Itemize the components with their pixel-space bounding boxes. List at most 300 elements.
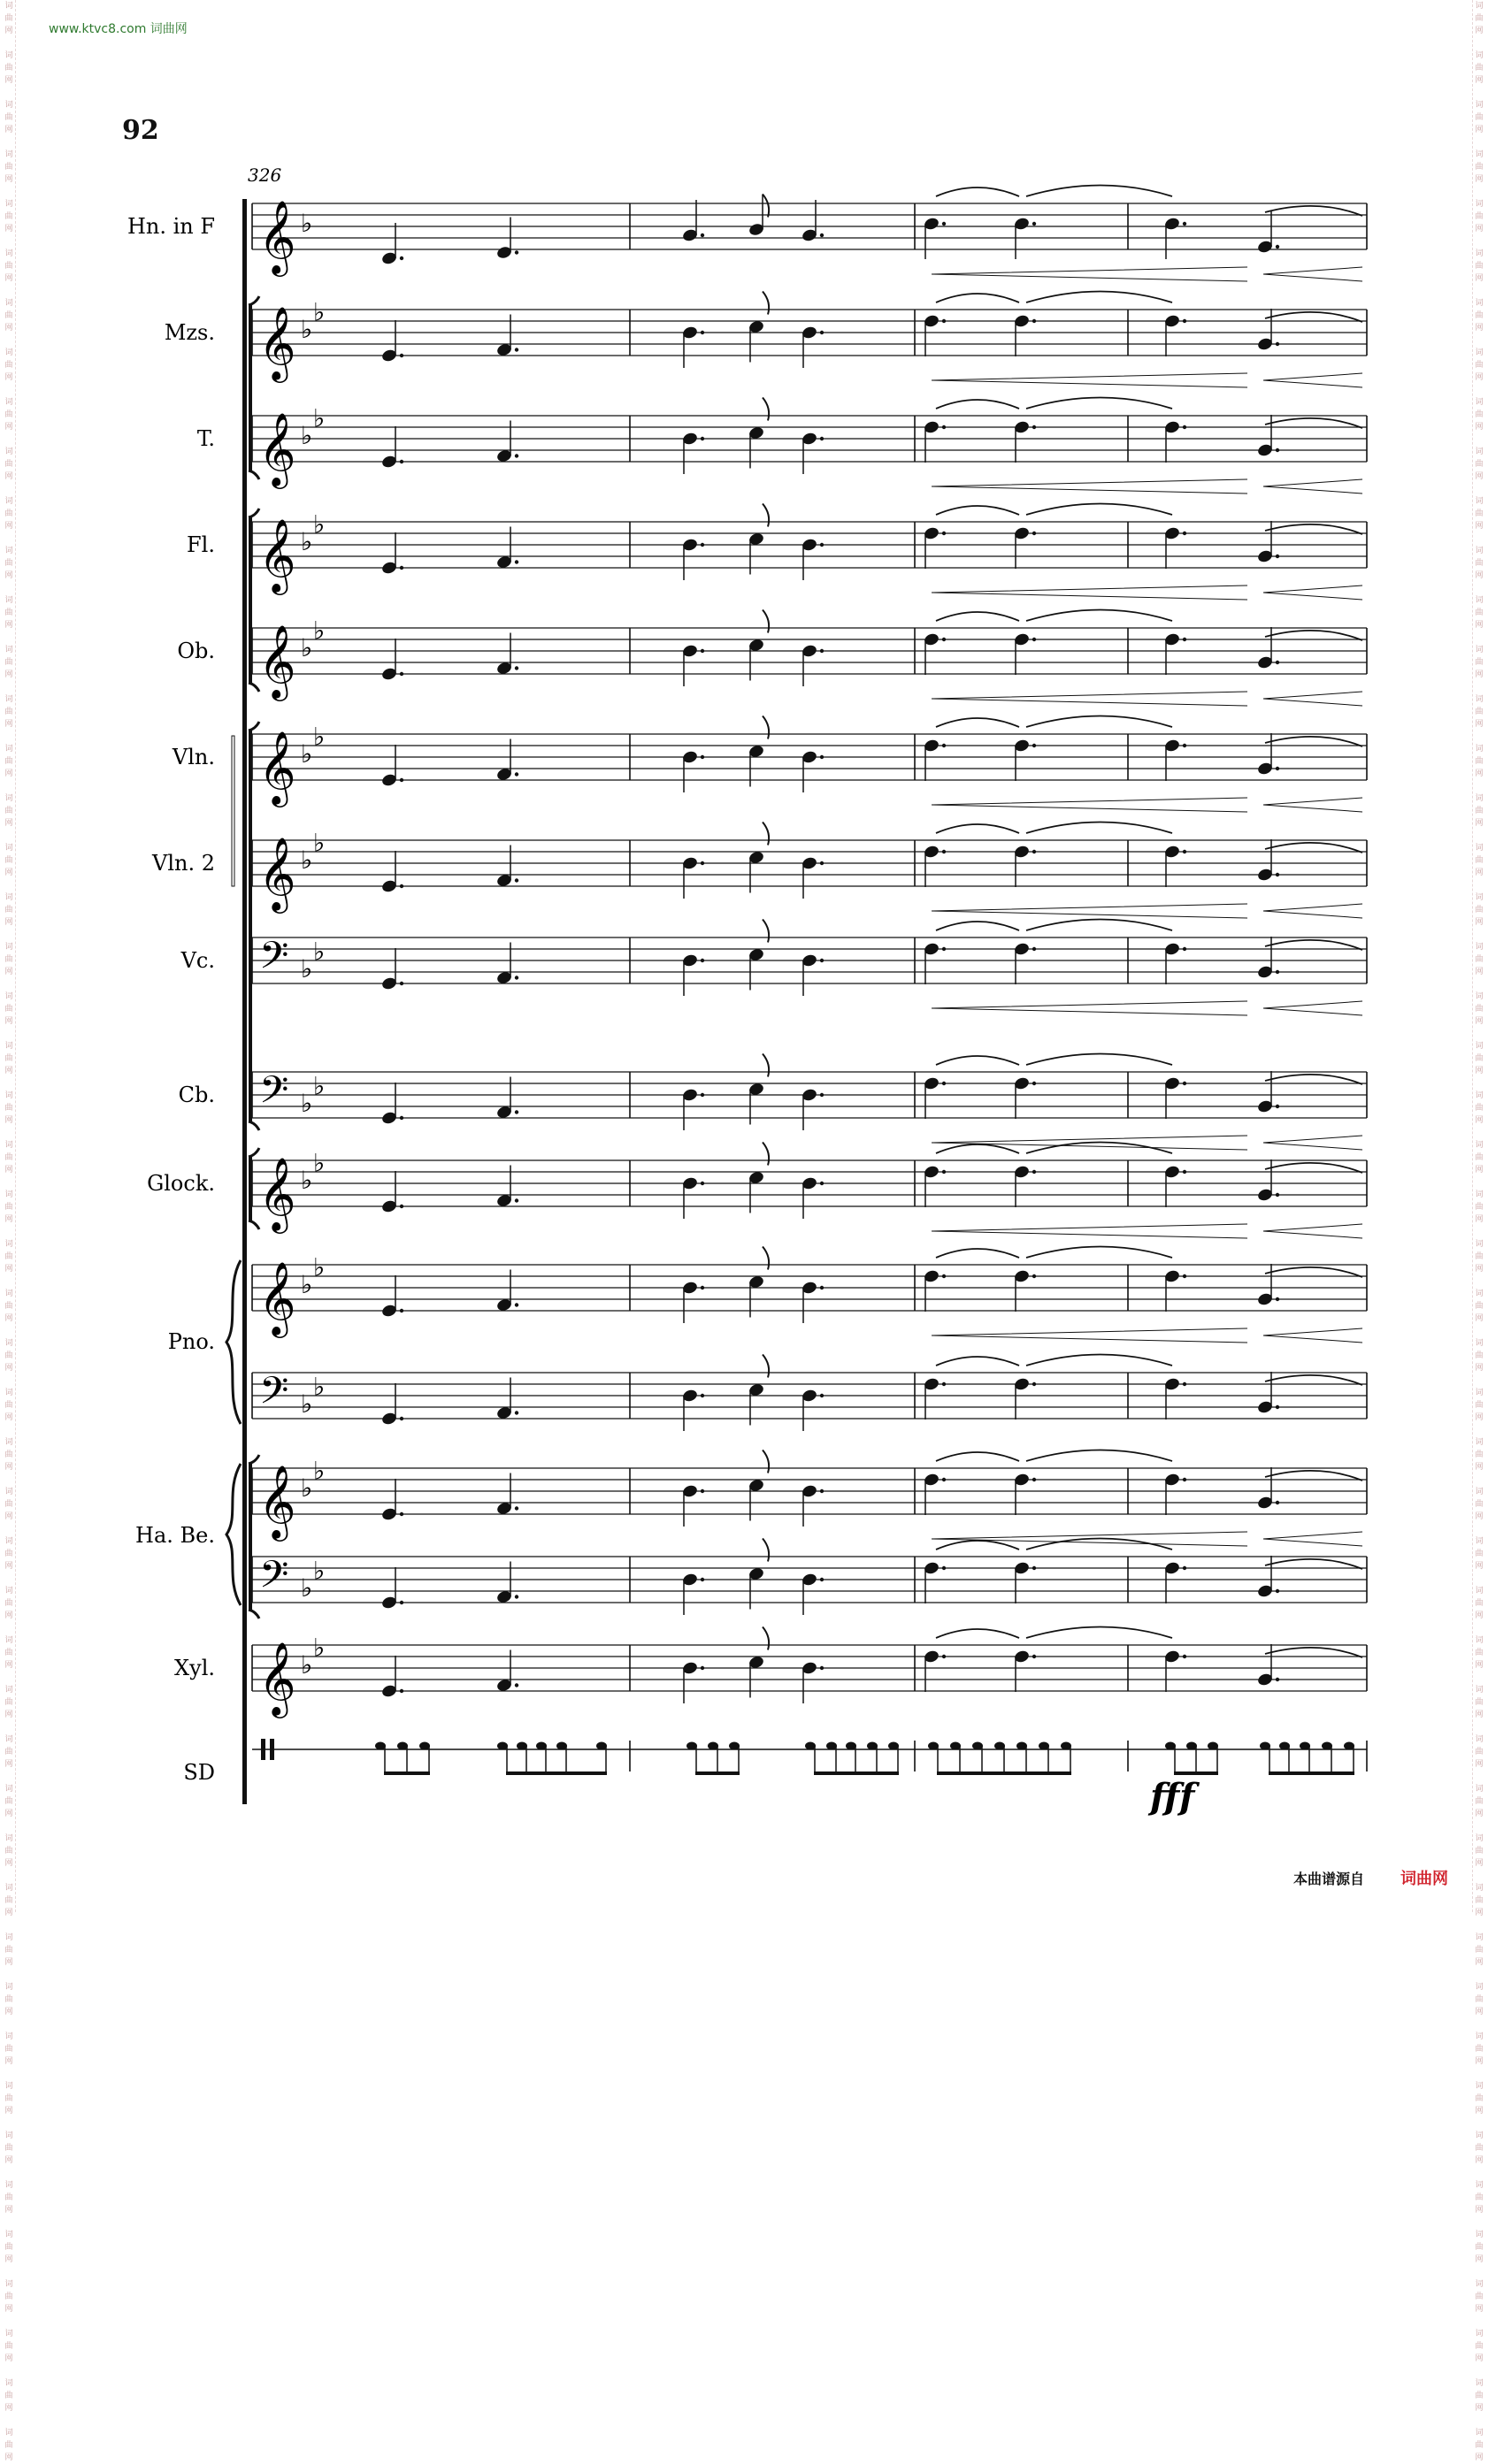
tie — [936, 1357, 1019, 1366]
augmentation-dot — [701, 543, 704, 547]
augmentation-dot — [1032, 1655, 1036, 1658]
augmentation-dot — [400, 1512, 403, 1516]
augmentation-dot — [1183, 1566, 1186, 1570]
augmentation-dot — [515, 348, 518, 351]
augmentation-dot — [515, 878, 518, 882]
augmentation-dot — [1276, 1297, 1279, 1301]
augmentation-dot — [515, 1303, 518, 1306]
treble-clef: 𝄞 — [258, 1260, 296, 1335]
flat-sign: ♭ — [301, 421, 313, 450]
hairpin — [1263, 585, 1362, 600]
tie — [936, 922, 1019, 930]
tie — [1026, 823, 1172, 834]
tie — [1265, 1163, 1362, 1173]
treble-clef: 𝄞 — [258, 411, 296, 486]
grand-staff-brace — [226, 1260, 241, 1424]
tie — [1026, 292, 1172, 303]
flat-sign: ♭ — [301, 1573, 313, 1603]
tie — [1265, 312, 1362, 322]
tie — [1026, 1450, 1172, 1462]
tie — [1026, 1054, 1172, 1066]
flat-sign: ♭ — [301, 1389, 313, 1419]
eighth-flag — [763, 1054, 769, 1077]
instrument-label: Xyl. — [174, 1656, 215, 1680]
augmentation-dot — [820, 861, 824, 865]
augmentation-dot — [1183, 947, 1186, 951]
augmentation-dot — [820, 437, 824, 440]
augmentation-dot — [701, 755, 704, 759]
footer-brand: 词曲网 — [1400, 1870, 1448, 1888]
augmentation-dot — [515, 1595, 518, 1598]
eighth-flag — [763, 716, 769, 739]
beam — [814, 1771, 899, 1775]
flat-sign: ♭ — [301, 1650, 313, 1680]
treble-clef: 𝄞 — [258, 1156, 296, 1230]
treble-clef: 𝄞 — [258, 1641, 296, 1715]
augmentation-dot — [701, 1093, 704, 1097]
drum-note — [419, 1742, 430, 1750]
tie — [936, 187, 1019, 196]
augmentation-dot — [1276, 661, 1279, 664]
augmentation-dot — [820, 649, 824, 653]
tie — [1026, 1143, 1172, 1154]
tie — [936, 400, 1019, 409]
tie — [936, 1629, 1019, 1638]
footer-source-text: 本曲谱源自 — [1292, 1871, 1364, 1887]
hairpin — [1263, 1001, 1362, 1015]
flat-sign: ♭ — [313, 297, 326, 327]
augmentation-dot — [1276, 1105, 1279, 1108]
augmentation-dot — [1183, 1478, 1186, 1481]
treble-clef: 𝄞 — [258, 305, 296, 379]
instrument-label: Ob. — [177, 639, 215, 663]
instrument-label: Cb. — [178, 1083, 215, 1107]
eighth-flag — [763, 1450, 769, 1473]
augmentation-dot — [1276, 1678, 1279, 1681]
augmentation-dot — [820, 233, 824, 237]
drum-note — [867, 1742, 878, 1750]
tie — [1026, 1355, 1172, 1366]
augmentation-dot — [1032, 1274, 1036, 1278]
drum-note — [826, 1742, 837, 1750]
tie — [936, 824, 1019, 833]
tie — [1265, 1648, 1362, 1657]
augmentation-dot — [400, 1205, 403, 1208]
instrument-label: T. — [196, 426, 215, 451]
augmentation-dot — [942, 1274, 946, 1278]
tie — [936, 1249, 1019, 1258]
tie — [1026, 716, 1172, 728]
flat-sign: ♭ — [313, 1456, 326, 1486]
augmentation-dot — [1183, 1382, 1186, 1386]
augmentation-dot — [400, 566, 403, 570]
hairpin — [1263, 267, 1362, 281]
augmentation-dot — [1276, 1589, 1279, 1593]
augmentation-dot — [1032, 638, 1036, 641]
augmentation-dot — [1276, 1193, 1279, 1197]
augmentation-dot — [400, 884, 403, 888]
beam — [506, 1771, 607, 1775]
augmentation-dot — [701, 331, 704, 334]
augmentation-dot — [515, 1198, 518, 1202]
tie — [1026, 1539, 1172, 1550]
augmentation-dot — [1032, 1082, 1036, 1085]
augmentation-dot — [942, 1566, 946, 1570]
augmentation-dot — [400, 460, 403, 463]
augmentation-dot — [820, 959, 824, 962]
drum-note — [972, 1742, 983, 1750]
augmentation-dot — [942, 1382, 946, 1386]
tie — [1026, 504, 1172, 516]
augmentation-dot — [1032, 319, 1036, 323]
tie — [936, 612, 1019, 621]
bass-clef: 𝄢 — [259, 1553, 289, 1606]
flat-sign: ♭ — [313, 722, 326, 752]
hairpin — [1263, 1328, 1362, 1343]
augmentation-dot — [701, 1182, 704, 1185]
augmentation-dot — [1183, 1274, 1186, 1278]
instrument-label: Ha. Be. — [135, 1523, 215, 1548]
hairpin — [1263, 904, 1362, 918]
augmentation-dot — [942, 638, 946, 641]
drum-note — [1300, 1742, 1310, 1750]
augmentation-dot — [701, 437, 704, 440]
flat-sign: ♭ — [301, 739, 313, 769]
tie — [936, 1452, 1019, 1461]
tie — [1265, 940, 1362, 950]
augmentation-dot — [942, 744, 946, 747]
hairpin — [932, 1328, 1247, 1343]
eighth-flag — [763, 1247, 769, 1270]
augmentation-dot — [701, 1666, 704, 1670]
left-watermark-strip: 词 曲 网 词 曲 网 词 曲 网 词 曲 网 词 曲 网 词 曲 网 词 曲 网 词 曲 网 词 曲 网 词 曲 网 词 曲 网 词 曲 网 词 曲 网 词 曲 网 词 曲 网 词 曲 网 词 曲 网 词 曲 网 词 曲 网 词 曲 网 词 曲 网 词 曲 网 词 曲 网 词 曲 网 词 曲 网 词 曲 网 词 曲 网 词 曲 网 词 曲 网 词 曲 网 词 曲 网 词 曲 网 词 曲 网 词 曲 网 词 曲 网 词 曲 网 词 曲 网 词 曲 网 词 曲 网 词 曲 网 词 曲 网 词 曲 网 词 曲 网 词 曲 网 词 曲 网 词 曲 网 词 曲 网 词 曲 网 词 曲 网 词 曲 网 — [3, 0, 16, 1912]
tie — [1026, 610, 1172, 622]
augmentation-dot — [701, 233, 704, 237]
hairpin — [932, 479, 1247, 494]
flat-sign: ♭ — [301, 1089, 313, 1118]
flat-sign: ♭ — [313, 1071, 326, 1101]
augmentation-dot — [820, 755, 824, 759]
augmentation-dot — [820, 1093, 824, 1097]
tie — [936, 1144, 1019, 1153]
augmentation-dot — [942, 947, 946, 951]
flat-sign: ♭ — [301, 1473, 313, 1503]
hairpin — [932, 1224, 1247, 1238]
drum-note — [1165, 1742, 1176, 1750]
hairpin — [932, 585, 1247, 600]
augmentation-dot — [1276, 1405, 1279, 1409]
augmentation-dot — [400, 1417, 403, 1420]
augmentation-dot — [1183, 744, 1186, 747]
flat-sign: ♭ — [313, 1252, 326, 1282]
tie — [1265, 206, 1362, 216]
treble-clef: 𝄞 — [258, 624, 296, 698]
augmentation-dot — [1032, 850, 1036, 853]
eighth-flag — [763, 823, 769, 846]
hairpin — [932, 267, 1247, 281]
hairpin — [932, 373, 1247, 387]
drum-note — [1279, 1742, 1290, 1750]
flat-sign: ♭ — [301, 1270, 313, 1299]
drum-note — [1039, 1742, 1049, 1750]
treble-clef: 𝄞 — [258, 199, 296, 273]
augmentation-dot — [701, 1578, 704, 1581]
eighth-flag — [763, 195, 769, 218]
tie — [1026, 186, 1172, 197]
tie — [1026, 920, 1172, 931]
drum-note — [729, 1742, 740, 1750]
augmentation-dot — [400, 354, 403, 357]
tie — [936, 1541, 1019, 1550]
augmentation-dot — [1183, 638, 1186, 641]
system-bracket — [242, 199, 247, 1804]
augmentation-dot — [942, 532, 946, 535]
flat-sign: ♭ — [301, 846, 313, 875]
hairpin — [1263, 1136, 1362, 1150]
page-number: 92 — [122, 115, 159, 146]
instrument-label: Vc. — [180, 948, 215, 973]
augmentation-dot — [400, 672, 403, 676]
group-bracket — [249, 731, 252, 1121]
augmentation-dot — [400, 256, 403, 260]
drum-note — [994, 1742, 1005, 1750]
augmentation-dot — [820, 543, 824, 547]
augmentation-dot — [515, 772, 518, 776]
group-bracket — [249, 517, 252, 683]
hairpin — [932, 692, 1247, 706]
drum-note — [805, 1742, 816, 1750]
drum-note — [686, 1742, 697, 1750]
bass-clef: 𝄢 — [259, 1369, 289, 1422]
tie — [1265, 1267, 1362, 1277]
augmentation-dot — [400, 1309, 403, 1312]
group-bracket — [249, 1157, 252, 1221]
augmentation-dot — [1276, 1501, 1279, 1504]
eighth-flag — [763, 610, 769, 633]
tie — [1265, 631, 1362, 640]
augmentation-dot — [942, 1655, 946, 1658]
tie — [936, 1056, 1019, 1065]
augmentation-dot — [515, 250, 518, 254]
flat-sign: ♭ — [313, 937, 326, 967]
augmentation-dot — [701, 959, 704, 962]
drum-note — [928, 1742, 939, 1750]
tie — [936, 294, 1019, 302]
drum-note — [950, 1742, 961, 1750]
augmentation-dot — [1032, 744, 1036, 747]
tie — [1026, 398, 1172, 409]
tie — [936, 718, 1019, 727]
augmentation-dot — [1183, 1655, 1186, 1658]
instrument-label: SD — [183, 1760, 215, 1785]
drum-note — [556, 1742, 567, 1750]
augmentation-dot — [701, 1489, 704, 1493]
tie — [1265, 737, 1362, 746]
augmentation-dot — [1032, 222, 1036, 226]
flat-sign: ♭ — [301, 1166, 313, 1195]
augmentation-dot — [1183, 532, 1186, 535]
hairpin — [932, 1001, 1247, 1015]
augmentation-dot — [1032, 1478, 1036, 1481]
augmentation-dot — [820, 1578, 824, 1581]
grand-staff-brace — [226, 1464, 241, 1605]
eighth-flag — [763, 1355, 769, 1378]
hairpin — [932, 904, 1247, 918]
flat-sign: ♭ — [313, 509, 326, 539]
violin-bracket — [232, 736, 234, 886]
augmentation-dot — [701, 649, 704, 653]
augmentation-dot — [701, 861, 704, 865]
flat-sign: ♭ — [313, 403, 326, 433]
hairpin — [1263, 692, 1362, 706]
augmentation-dot — [1183, 1082, 1186, 1085]
flat-sign: ♭ — [301, 209, 313, 238]
drum-note — [517, 1742, 527, 1750]
measure-number: 326 — [248, 165, 282, 186]
augmentation-dot — [942, 425, 946, 429]
group-bracket — [249, 1464, 252, 1610]
augmentation-dot — [400, 982, 403, 985]
bracket-hook — [249, 296, 259, 305]
drum-note — [708, 1742, 718, 1750]
augmentation-dot — [515, 976, 518, 979]
bass-clef: 𝄢 — [259, 1068, 289, 1121]
percussion-clef — [270, 1739, 274, 1760]
augmentation-dot — [1183, 1170, 1186, 1174]
augmentation-dot — [1032, 1382, 1036, 1386]
augmentation-dot — [515, 1411, 518, 1414]
augmentation-dot — [400, 1689, 403, 1693]
augmentation-dot — [942, 1170, 946, 1174]
bracket-hook — [249, 509, 259, 517]
augmentation-dot — [515, 666, 518, 670]
bracket-hook — [249, 1610, 259, 1618]
instrument-label: Fl. — [187, 532, 215, 557]
flat-sign: ♭ — [313, 1633, 326, 1663]
treble-clef: 𝄞 — [258, 836, 296, 910]
augmentation-dot — [1276, 448, 1279, 452]
augmentation-dot — [1032, 425, 1036, 429]
augmentation-dot — [820, 1286, 824, 1289]
eighth-flag — [763, 1627, 769, 1650]
instrument-label: Mzs. — [164, 320, 215, 345]
drum-note — [1016, 1742, 1027, 1750]
augmentation-dot — [1183, 319, 1186, 323]
augmentation-dot — [1032, 947, 1036, 951]
augmentation-dot — [1276, 342, 1279, 346]
hairpin — [1263, 373, 1362, 387]
augmentation-dot — [1276, 767, 1279, 770]
flat-sign: ♭ — [313, 828, 326, 858]
instrument-label: Vln. 2 — [152, 851, 215, 876]
drum-note — [1260, 1742, 1270, 1750]
augmentation-dot — [515, 1110, 518, 1113]
augmentation-dot — [942, 1082, 946, 1085]
bracket-hook — [249, 1455, 259, 1464]
eighth-flag — [763, 398, 769, 421]
instrument-label: Hn. in F — [127, 214, 215, 239]
tie — [1265, 1559, 1362, 1569]
augmentation-dot — [1032, 1566, 1036, 1570]
drum-note — [536, 1742, 547, 1750]
dynamic-marking: fff — [1150, 1776, 1195, 1817]
tie — [1265, 1375, 1362, 1385]
tie — [1026, 1247, 1172, 1259]
augmentation-dot — [1276, 245, 1279, 249]
augmentation-dot — [820, 1394, 824, 1397]
augmentation-dot — [1183, 850, 1186, 853]
augmentation-dot — [942, 222, 946, 226]
augmentation-dot — [820, 1489, 824, 1493]
drum-note — [1344, 1742, 1354, 1750]
hairpin — [1263, 479, 1362, 494]
augmentation-dot — [400, 778, 403, 782]
drum-note — [888, 1742, 899, 1750]
drum-note — [497, 1742, 508, 1750]
instrument-label: Glock. — [147, 1171, 215, 1196]
flat-sign: ♭ — [313, 1556, 326, 1586]
eighth-flag — [763, 292, 769, 315]
eighth-flag — [763, 1539, 769, 1562]
eighth-flag — [763, 1143, 769, 1166]
augmentation-dot — [400, 1116, 403, 1120]
instrument-label: Vln. — [172, 745, 215, 769]
tie — [1265, 418, 1362, 428]
flat-sign: ♭ — [301, 954, 313, 983]
tie — [1265, 1471, 1362, 1481]
tie — [1265, 1075, 1362, 1084]
drum-note — [1322, 1742, 1332, 1750]
hairpin — [932, 798, 1247, 812]
augmentation-dot — [1183, 222, 1186, 226]
augmentation-dot — [515, 560, 518, 563]
group-bracket — [249, 305, 252, 471]
augmentation-dot — [820, 1182, 824, 1185]
eighth-flag — [763, 504, 769, 527]
augmentation-dot — [942, 319, 946, 323]
flat-sign: ♭ — [301, 527, 313, 556]
bass-clef: 𝄢 — [259, 934, 289, 987]
drum-note — [397, 1742, 408, 1750]
drum-note — [1061, 1742, 1071, 1750]
augmentation-dot — [1032, 1170, 1036, 1174]
augmentation-dot — [1032, 532, 1036, 535]
hairpin — [1263, 1532, 1362, 1546]
augmentation-dot — [515, 1683, 518, 1687]
augmentation-dot — [701, 1394, 704, 1397]
drum-note — [1208, 1742, 1218, 1750]
drum-note — [846, 1742, 856, 1750]
treble-clef: 𝄞 — [258, 730, 296, 804]
percussion-clef — [261, 1739, 265, 1760]
augmentation-dot — [1276, 555, 1279, 558]
drum-note — [596, 1742, 607, 1750]
flat-sign: ♭ — [313, 1148, 326, 1178]
right-watermark-strip: 词 曲 网 词 曲 网 词 曲 网 词 曲 网 词 曲 网 词 曲 网 词 曲 网 词 曲 网 词 曲 网 词 曲 网 词 曲 网 词 曲 网 词 曲 网 词 曲 网 词 曲 网 词 曲 网 词 曲 网 词 曲 网 词 曲 网 词 曲 网 词 曲 网 词 曲 网 词 曲 网 词 曲 网 词 曲 网 词 曲 网 词 曲 网 词 曲 网 词 曲 网 词 曲 网 词 曲 网 词 曲 网 词 曲 网 词 曲 网 词 曲 网 词 曲 网 词 曲 网 词 曲 网 词 曲 网 词 曲 网 词 曲 网 词 曲 网 词 曲 网 词 曲 网 词 曲 网 词 曲 网 词 曲 网 词 曲 网 词 曲 网 词 曲 网 — [1472, 0, 1485, 1912]
augmentation-dot — [1276, 970, 1279, 974]
bracket-hook — [249, 1121, 259, 1130]
beam — [1174, 1771, 1218, 1775]
beam — [384, 1771, 430, 1775]
augmentation-dot — [820, 1666, 824, 1670]
augmentation-dot — [1183, 425, 1186, 429]
drum-note — [375, 1742, 386, 1750]
instrument-label: Pno. — [167, 1329, 215, 1354]
drum-note — [1186, 1742, 1197, 1750]
beam — [695, 1771, 740, 1775]
augmentation-dot — [942, 850, 946, 853]
augmentation-dot — [942, 1478, 946, 1481]
